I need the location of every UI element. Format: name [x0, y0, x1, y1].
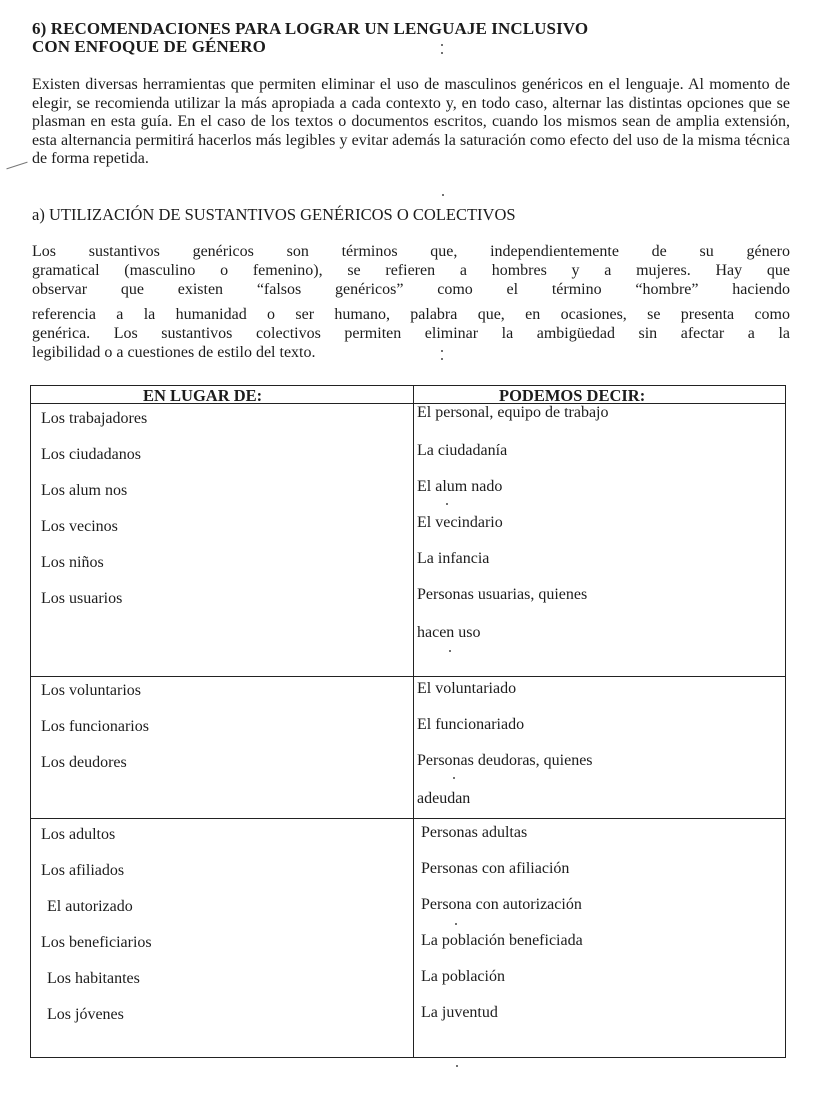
term-instead: Los beneficiarios [41, 934, 152, 951]
term-alternative: El voluntariado [417, 680, 517, 697]
paragraph-line: observar que existen “falsos genéricos” como el término “hombre” haciendo [32, 281, 790, 298]
term-instead: Los deudores [41, 754, 127, 771]
term-instead: Los vecinos [41, 518, 118, 535]
term-alternative: El vecindario [417, 514, 503, 531]
scan-speck [441, 350, 443, 352]
term-instead: Los alum nos [41, 482, 128, 499]
scan-speck [441, 52, 443, 54]
section-heading [32, 20, 792, 56]
term-alternative: adeudan [417, 790, 471, 807]
scan-speck [453, 777, 455, 779]
column-header-we-can-say: PODEMOS DECIR: [499, 386, 646, 405]
term-instead: Los trabajadores [41, 410, 148, 427]
term-alternative: El alum nado [417, 478, 503, 495]
margin-pen-mark [6, 162, 27, 170]
term-alternative: El funcionariado [417, 716, 525, 733]
paragraph-line: gramatical (masculino o femenino), se refieren a hombres y a mujeres. Hay que [32, 262, 790, 279]
term-instead: Los usuarios [41, 590, 123, 607]
paragraph-line: Los sustantivos genéricos son términos que, independientemente de su género [32, 243, 790, 260]
term-alternative: La población beneficiada [421, 932, 583, 949]
term-alternative: La ciudadanía [417, 442, 508, 459]
term-instead: Los funcionarios [41, 718, 149, 735]
substitution-table [30, 385, 786, 1058]
term-alternative: Personas adultas [421, 824, 528, 841]
column-divider [413, 386, 414, 1057]
scan-speck [446, 503, 448, 505]
term-alternative: Personas usuarias, quienes [417, 586, 588, 603]
term-instead: El autorizado [47, 898, 133, 915]
term-instead: Los niños [41, 554, 104, 571]
paragraph-line: legibilidad o a cuestiones de estilo del texto. [32, 344, 316, 361]
term-alternative: Personas deudoras, quienes [417, 752, 593, 769]
scan-speck [449, 650, 451, 652]
group-divider [31, 676, 785, 677]
term-alternative: La población [421, 968, 505, 985]
section-heading-line-2: CON ENFOQUE DE GÉNERO [32, 37, 266, 56]
term-alternative: Persona con autorización [421, 896, 582, 913]
group-divider [31, 818, 785, 819]
term-alternative: Personas con afiliación [421, 860, 570, 877]
term-alternative: La juventud [421, 1004, 498, 1021]
term-instead: Los habitantes [47, 970, 140, 987]
subsection-heading: a) UTILIZACIÓN DE SUSTANTIVOS GENÉRICOS O COLECTIVOS [32, 205, 516, 224]
paragraph-line: genérica. Los sustantivos colectivos permiten eliminar la ambigüedad sin afectar a la [32, 325, 790, 342]
term-alternative: El personal, equipo de trabajo [417, 404, 609, 421]
scan-speck [442, 194, 444, 196]
term-alternative: hacen uso [417, 624, 481, 641]
scan-speck [441, 44, 443, 46]
term-instead: Los afiliados [41, 862, 125, 879]
term-instead: Los adultos [41, 826, 116, 843]
term-instead: Los jóvenes [47, 1006, 124, 1023]
scan-speck [456, 1065, 458, 1067]
paragraph-line: referencia a la humanidad o ser humano, palabra que, en ocasiones, se presenta como [32, 306, 790, 323]
term-instead: Los voluntarios [41, 682, 141, 699]
generic-nouns-paragraph [32, 242, 790, 362]
intro-paragraph: Existen diversas herramientas que permiten eliminar el uso de masculinos genéricos en el lenguaje. Al momento de elegir, se recomienda utilizar la más apropiada a cada contexto y, en todo caso, alternar las distintas opciones que se plasman en esta guía. En el caso de los textos o documentos escritos, cuando los mismos sean de amplia extensión, esta alternancia permitirá hacerlos más legibles y evitar además la saturación como efecto del uso de la misma técnica de forma repetida. [32, 76, 790, 168]
column-header-instead-of: EN LUGAR DE: [143, 386, 263, 405]
term-instead: Los ciudadanos [41, 446, 141, 463]
term-alternative: La infancia [417, 550, 490, 567]
scan-speck [455, 923, 457, 925]
section-heading-line-1: 6) RECOMENDACIONES PARA LOGRAR UN LENGUAJE INCLUSIVO [32, 19, 589, 38]
scan-speck [441, 358, 443, 360]
